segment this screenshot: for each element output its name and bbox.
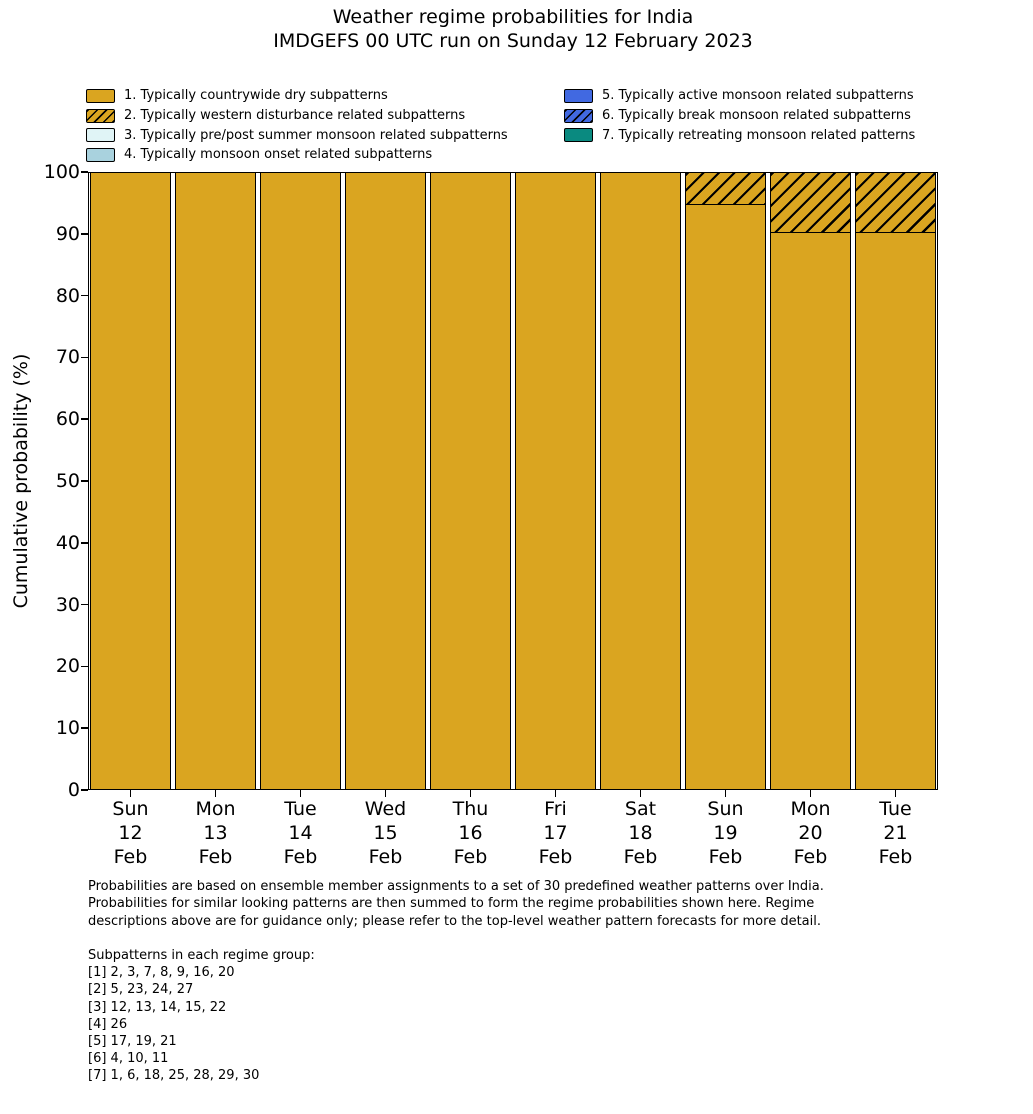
subpattern-line: [2] 5, 23, 24, 27 bbox=[88, 982, 194, 998]
subpattern-line: [3] 12, 13, 14, 15, 22 bbox=[88, 999, 227, 1015]
bar-segment bbox=[260, 172, 341, 790]
x-tick-mark bbox=[895, 790, 897, 797]
y-tick-label: 90 bbox=[55, 222, 80, 245]
x-tick-label-line: 12 bbox=[118, 822, 143, 844]
x-tick-label-line: Feb bbox=[793, 846, 828, 868]
legend-item-label: 4. Typically monsoon onset related subpatterns bbox=[124, 147, 433, 163]
x-tick-label bbox=[853, 797, 939, 869]
x-tick-label-line: 16 bbox=[458, 822, 483, 844]
x-tick-label-line: 14 bbox=[288, 822, 313, 844]
bar-segment bbox=[430, 172, 511, 790]
chart-subtitle: IMDGEFS 00 UTC run on Sunday 12 February 2023 bbox=[273, 30, 753, 52]
x-tick-mark bbox=[470, 790, 472, 797]
bar-segment bbox=[345, 172, 426, 790]
y-tick-mark bbox=[81, 480, 88, 482]
legend-swatch bbox=[86, 128, 115, 142]
y-tick-label: 30 bbox=[55, 593, 80, 616]
x-tick-label-line: 15 bbox=[373, 822, 398, 844]
bar-segment bbox=[685, 203, 766, 790]
legend-item-label: 6. Typically break monsoon related subpatterns bbox=[602, 108, 911, 124]
bar-segment bbox=[600, 172, 681, 790]
y-tick-mark bbox=[81, 666, 88, 668]
plot-area bbox=[88, 172, 938, 790]
y-tick-mark bbox=[81, 789, 88, 791]
x-tick-label bbox=[513, 797, 599, 869]
x-tick-mark bbox=[130, 790, 132, 797]
legend-item bbox=[86, 86, 508, 106]
subpatterns-list bbox=[88, 964, 315, 1084]
legend-item bbox=[86, 125, 508, 145]
footer-note bbox=[88, 878, 824, 930]
x-tick-label bbox=[598, 797, 684, 869]
y-tick-label: 10 bbox=[55, 717, 80, 740]
subpattern-line: [4] 26 bbox=[88, 1016, 128, 1032]
x-tick-label-line: 13 bbox=[203, 822, 228, 844]
y-tick-mark bbox=[81, 233, 88, 235]
bar-segment bbox=[770, 172, 851, 233]
x-tick-label-line: 21 bbox=[883, 822, 908, 844]
bar-segment bbox=[175, 172, 256, 790]
x-tick-label-line: Tue bbox=[879, 798, 912, 820]
x-tick-label bbox=[173, 797, 259, 869]
x-tick-mark bbox=[385, 790, 387, 797]
footer-note-line: Probabilities are based on ensemble member assignments to a set of 30 predefined weather patterns over India. bbox=[88, 879, 824, 894]
subpattern-line: [1] 2, 3, 7, 8, 9, 16, 20 bbox=[88, 965, 235, 981]
legend-swatch bbox=[86, 109, 115, 123]
y-tick-label: 60 bbox=[55, 408, 80, 431]
x-tick-label-line: Tue bbox=[284, 798, 317, 820]
legend-swatch bbox=[86, 148, 115, 162]
subpattern-line: [6] 4, 10, 11 bbox=[88, 1051, 169, 1067]
x-tick-mark bbox=[555, 790, 557, 797]
bar-segment bbox=[685, 172, 766, 205]
legend-item-label: 1. Typically countrywide dry subpatterns bbox=[124, 88, 388, 104]
legend-item bbox=[564, 125, 915, 145]
y-tick-mark bbox=[81, 295, 88, 297]
bar-segment bbox=[770, 231, 851, 790]
y-axis-label: Cumulative probability (%) bbox=[10, 353, 32, 609]
x-tick-label bbox=[258, 797, 344, 869]
x-tick-label-line: Feb bbox=[198, 846, 233, 868]
bar-segment bbox=[515, 172, 596, 790]
legend-item bbox=[564, 106, 915, 126]
x-tick-label-line: Feb bbox=[283, 846, 318, 868]
x-tick-label-line: Feb bbox=[453, 846, 488, 868]
x-tick-label-line: Sat bbox=[624, 798, 657, 820]
x-tick-label-line: Feb bbox=[878, 846, 913, 868]
footer-note-line: Probabilities for similar looking patterns are then summed to form the regime probabilities shown here. Regime bbox=[88, 896, 815, 912]
x-tick-label-line: Feb bbox=[538, 846, 573, 868]
y-tick-mark bbox=[81, 357, 88, 359]
legend-item bbox=[564, 86, 915, 106]
x-tick-label-line: Feb bbox=[368, 846, 403, 868]
y-tick-label: 70 bbox=[55, 346, 80, 369]
legend-column-right bbox=[564, 86, 915, 145]
y-tick-mark bbox=[81, 542, 88, 544]
bar-segment bbox=[90, 172, 171, 790]
subpatterns-heading: Subpatterns in each regime group: bbox=[88, 948, 315, 963]
x-tick-mark bbox=[725, 790, 727, 797]
legend-item bbox=[86, 145, 508, 165]
x-tick-label bbox=[343, 797, 429, 869]
legend-item-label: 5. Typically active monsoon related subpatterns bbox=[602, 88, 914, 104]
x-tick-label-line: Sun bbox=[707, 798, 744, 820]
x-tick-label-line: Feb bbox=[623, 846, 658, 868]
x-tick-mark bbox=[300, 790, 302, 797]
y-tick-mark bbox=[81, 171, 88, 173]
legend-item-label: 2. Typically western disturbance related subpatterns bbox=[124, 108, 466, 124]
x-tick-label bbox=[768, 797, 854, 869]
legend-item bbox=[86, 106, 508, 126]
bar-segment bbox=[855, 231, 936, 790]
x-tick-label bbox=[428, 797, 514, 869]
legend-item-label: 3. Typically pre/post summer monsoon related subpatterns bbox=[124, 127, 508, 143]
legend-swatch bbox=[86, 89, 115, 103]
y-tick-label: 50 bbox=[55, 470, 80, 492]
y-tick-mark bbox=[81, 727, 88, 729]
x-tick-label-line: 18 bbox=[628, 822, 653, 844]
y-tick-label: 100 bbox=[43, 161, 80, 183]
y-tick-label: 40 bbox=[55, 531, 80, 554]
legend-swatch bbox=[564, 109, 593, 123]
x-tick-label-line: Thu bbox=[452, 798, 489, 820]
legend-item-label: 7. Typically retreating monsoon related patterns bbox=[602, 127, 916, 143]
x-tick-mark bbox=[810, 790, 812, 797]
x-tick-mark bbox=[640, 790, 642, 797]
x-tick-mark bbox=[215, 790, 217, 797]
subpatterns-block bbox=[88, 947, 315, 1085]
x-tick-label-line: 19 bbox=[713, 822, 738, 844]
y-tick-mark bbox=[81, 418, 88, 420]
x-tick-label-line: Mon bbox=[790, 798, 831, 820]
footer-note-line: descriptions above are for guidance only; please refer to the top-level weather pattern forecasts for more detail. bbox=[88, 913, 821, 929]
subpattern-line: [7] 1, 6, 18, 25, 28, 29, 30 bbox=[88, 1068, 260, 1084]
x-tick-label-line: Feb bbox=[708, 846, 743, 868]
x-tick-label-line: Mon bbox=[195, 798, 236, 820]
x-tick-label-line: Fri bbox=[544, 798, 567, 820]
chart-title: Weather regime probabilities for India bbox=[332, 6, 694, 28]
legend-column-left bbox=[86, 86, 508, 165]
subpattern-line: [5] 17, 19, 21 bbox=[88, 1034, 177, 1050]
legend-swatch bbox=[564, 128, 593, 142]
x-tick-label-line: Wed bbox=[364, 798, 407, 820]
bars-container bbox=[88, 172, 938, 790]
x-tick-label-line: 20 bbox=[798, 822, 823, 844]
y-tick-label: 80 bbox=[55, 284, 80, 307]
y-tick-mark bbox=[81, 604, 88, 606]
bar-segment bbox=[855, 172, 936, 233]
x-tick-label bbox=[88, 797, 174, 869]
x-tick-label-line: Sun bbox=[112, 798, 149, 820]
x-tick-label bbox=[683, 797, 769, 869]
x-tick-label-line: 17 bbox=[543, 822, 568, 844]
x-tick-label-line: Feb bbox=[113, 846, 148, 868]
y-tick-label: 0 bbox=[67, 779, 80, 801]
legend-swatch bbox=[564, 89, 593, 103]
y-tick-label: 20 bbox=[55, 655, 80, 678]
